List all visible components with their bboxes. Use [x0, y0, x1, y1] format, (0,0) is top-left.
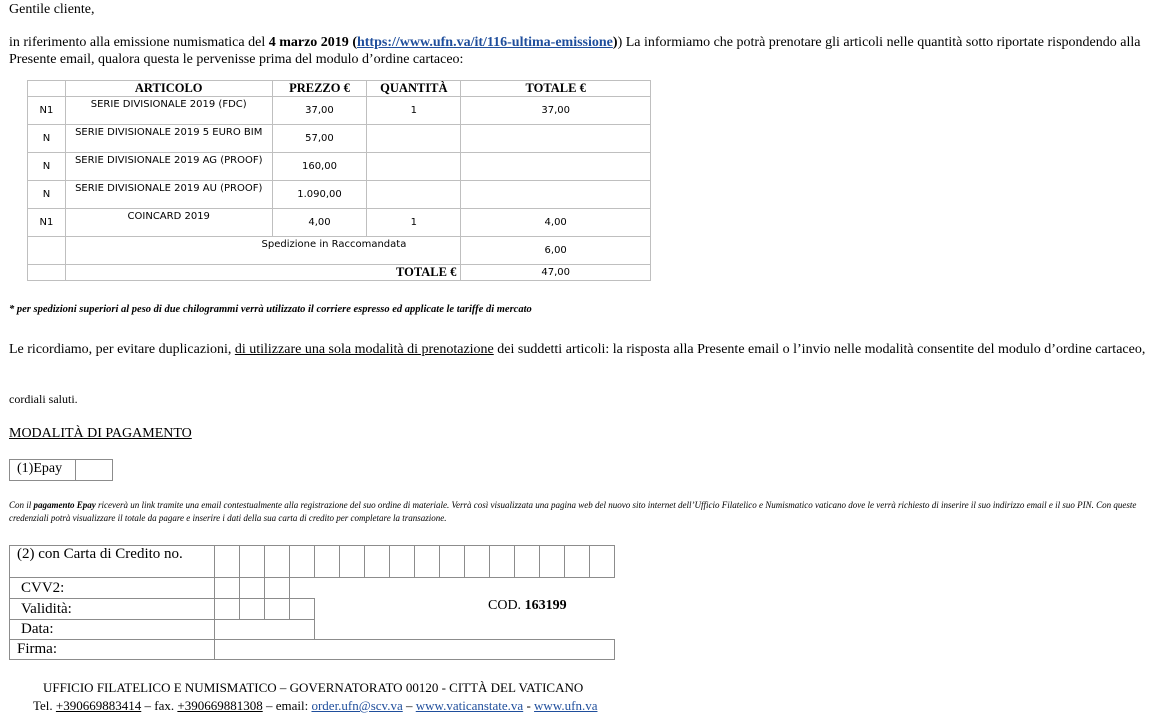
tel-number[interactable]: +390669883414 — [55, 698, 142, 713]
row-article: SERIE DIVISIONALE 2019 (FDC) — [65, 97, 272, 125]
reminder-text-1: Le ricordiamo, per evitare duplicazioni, — [9, 342, 235, 357]
table-header-row — [28, 81, 651, 97]
shipping-label: Spedizione in Raccomandata — [65, 237, 460, 265]
row-article: SERIE DIVISIONALE 2019 5 EURO BIM — [65, 125, 272, 153]
cod-value: 163199 — [524, 598, 567, 613]
shipping-footnote: * per spedizioni superiori al peso di due chilogrammi verrà utilizzato il corriere espresso ed applicate le tariffe di mercato — [9, 304, 532, 315]
cvv-row — [10, 578, 615, 599]
separator: - — [523, 698, 535, 713]
orders-table — [27, 80, 651, 281]
signature-label: Firma: — [10, 640, 215, 660]
table-row — [28, 125, 651, 153]
cvv-label: CVV2: — [10, 578, 215, 599]
row-code: N — [28, 181, 66, 209]
table-row — [28, 181, 651, 209]
row-total — [461, 153, 651, 181]
row-total — [461, 125, 651, 153]
row-code: N1 — [28, 97, 66, 125]
card-digit-cell[interactable] — [265, 546, 290, 578]
intro-text-1: in riferimento alla emissione numismatica del — [9, 35, 269, 50]
greeting: Gentile cliente, — [9, 2, 95, 17]
intro-paren-open: ( — [348, 35, 357, 50]
row-price: 1.090,00 — [272, 181, 367, 209]
card-digit-cell[interactable] — [215, 546, 240, 578]
validity-cell[interactable] — [240, 599, 265, 620]
emission-link[interactable]: https://www.ufn.va/it/116-ultima-emissione — [356, 35, 613, 50]
row-total — [461, 181, 651, 209]
cod-label: COD. — [488, 598, 525, 613]
closing: cordiali saluti. — [9, 392, 78, 406]
table-row — [28, 97, 651, 125]
header-price: PREZZO € — [272, 81, 367, 97]
footer-contacts — [33, 698, 597, 714]
card-digit-cell[interactable] — [315, 546, 340, 578]
date-field[interactable] — [215, 620, 315, 640]
date-label: Data: — [10, 620, 215, 640]
shipping-value: 6,00 — [461, 237, 651, 265]
separator: – — [402, 698, 416, 713]
header-total: TOTALE € — [461, 81, 651, 97]
epay-box — [9, 459, 113, 481]
card-digit-cell[interactable] — [415, 546, 440, 578]
header-article: ARTICOLO — [65, 81, 272, 97]
epay-text-2: riceverà un link tramite una email contestualmente alla registrazione del suo ordine di materiale. Verrà così visualizzata una pagina web del nuovo sito internet dell’Ufficio Filatelico e Numismatico vaticano dove le verrà richiesto di inserire il suo indirizzo email e il suo PIN. Con queste credenziali potrà visualizzare il totale da pagare e inserire i dati della sua carta di credito per completare la transazione. — [9, 500, 1137, 523]
card-digit-cell[interactable] — [465, 546, 490, 578]
reminder-underlined: di utilizzare una sola modalità di prenotazione — [234, 342, 494, 357]
total-empty-cell — [28, 265, 66, 281]
cvv-digit-cell[interactable] — [265, 578, 290, 599]
total-label: TOTALE € — [65, 265, 460, 281]
card-digit-cell[interactable] — [240, 546, 265, 578]
card-number-label: (2) con Carta di Credito no. — [10, 546, 215, 578]
intro-text-2: ) La informiamo che potrà prenotare gli articoli nelle quantità sotto riportate rispondendo alla Presente email, qualora questa le pervenisse prima del modulo d’ordine cartaceo: — [9, 35, 1141, 67]
validity-label: Validità: — [10, 599, 215, 620]
row-quantity[interactable] — [367, 153, 461, 181]
epay-description — [9, 499, 1149, 525]
row-price: 57,00 — [272, 125, 367, 153]
shipping-row — [28, 237, 651, 265]
fax-label: – fax. — [141, 698, 178, 713]
row-code: N — [28, 125, 66, 153]
row-quantity[interactable] — [367, 125, 461, 153]
row-article: SERIE DIVISIONALE 2019 AG (PROOF) — [65, 153, 272, 181]
cod — [488, 598, 567, 614]
card-digit-cell[interactable] — [590, 546, 615, 578]
total-row — [28, 265, 651, 281]
row-article: SERIE DIVISIONALE 2019 AU (PROOF) — [65, 181, 272, 209]
card-digit-cell[interactable] — [540, 546, 565, 578]
cvv-digit-cell[interactable] — [215, 578, 240, 599]
epay-checkbox[interactable] — [75, 460, 112, 480]
ufn-link[interactable]: www.ufn.va — [534, 698, 598, 713]
card-digit-cell[interactable] — [290, 546, 315, 578]
row-total: 4,00 — [461, 209, 651, 237]
validity-cell[interactable] — [215, 599, 240, 620]
card-digit-cell[interactable] — [390, 546, 415, 578]
reminder-text-2: dei suddetti articoli: la risposta alla Presente email o l’invio nelle modalità consentite del modulo d’ordine cartaceo, — [493, 342, 1146, 357]
row-quantity[interactable]: 1 — [367, 97, 461, 125]
vaticanstate-link[interactable]: www.vaticanstate.va — [415, 698, 524, 713]
row-quantity[interactable] — [367, 181, 461, 209]
payment-heading: MODALITÀ DI PAGAMENTO — [9, 426, 192, 441]
row-total: 37,00 — [461, 97, 651, 125]
row-code: N — [28, 153, 66, 181]
shipping-empty-cell — [28, 237, 66, 265]
table-row — [28, 209, 651, 237]
epay-text-1: Con il — [9, 500, 34, 510]
date-row — [10, 620, 615, 640]
row-article: COINCARD 2019 — [65, 209, 272, 237]
epay-label: (1)Epay — [17, 461, 63, 476]
card-digit-cell[interactable] — [515, 546, 540, 578]
card-digit-cell[interactable] — [340, 546, 365, 578]
fax-number[interactable]: +390669881308 — [177, 698, 263, 713]
row-price: 160,00 — [272, 153, 367, 181]
email-link[interactable]: order.ufn@scv.va — [311, 698, 403, 713]
cvv-digit-cell[interactable] — [240, 578, 265, 599]
intro-date: 4 marzo 2019 — [268, 35, 349, 50]
row-price: 37,00 — [272, 97, 367, 125]
tel-label: Tel. — [33, 698, 56, 713]
epay-text-bold: pagamento Epay — [33, 500, 96, 510]
header-quantity: QUANTITÀ — [367, 81, 461, 97]
signature-field[interactable] — [215, 640, 615, 660]
card-digit-cell[interactable] — [565, 546, 590, 578]
intro-paragraph: in riferimento alla emissione numismatica del 4 marzo 2019 (https://www.ufn.va/it/116-ultima-emissione)) La informiamo che potrà prenotare gli articoli nelle quantità sotto riportate rispondendo alla Presente email, qualora questa le pervenisse prima del modulo d’ordine cartaceo: — [9, 35, 1141, 67]
card-digit-cell[interactable] — [365, 546, 390, 578]
card-digit-cell[interactable] — [490, 546, 515, 578]
row-code: N1 — [28, 209, 66, 237]
validity-cell[interactable] — [290, 599, 315, 620]
header-code — [28, 81, 66, 97]
table-row — [28, 153, 651, 181]
reminder-paragraph — [9, 341, 1149, 358]
row-quantity[interactable]: 1 — [367, 209, 461, 237]
card-digit-cell[interactable] — [440, 546, 465, 578]
footer-office: UFFICIO FILATELICO E NUMISMATICO – GOVERNATORATO 00120 - CITTÀ DEL VATICANO — [43, 680, 584, 695]
signature-row — [10, 640, 615, 660]
email-label: – email: — [262, 698, 312, 713]
row-price: 4,00 — [272, 209, 367, 237]
card-number-row — [10, 546, 615, 578]
validity-cell[interactable] — [265, 599, 290, 620]
total-value: 47,00 — [461, 265, 651, 281]
